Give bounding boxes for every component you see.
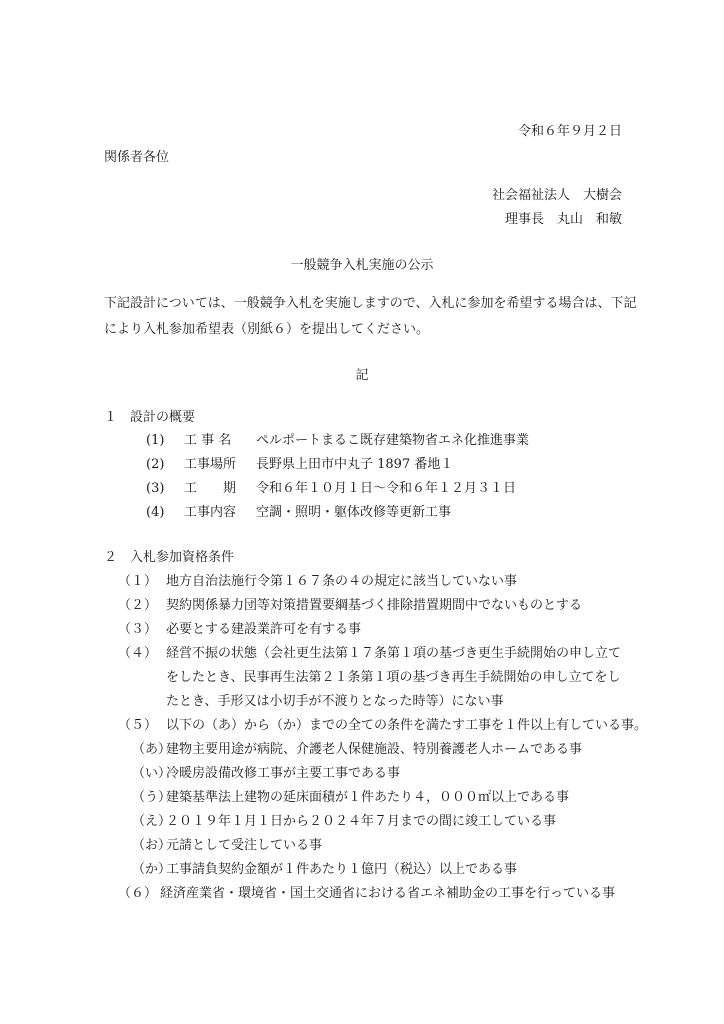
section2-item (118, 620, 361, 640)
section1-item (146, 455, 453, 475)
intro-line-2: により入札参加希望表（別紙６）を提出してください。 (104, 322, 430, 337)
subitem-text: 建築基準法上建物の延床面積が１件あたり４，０００㎡以上である事 (166, 790, 570, 805)
section1-item (146, 431, 529, 451)
date: 令和６年９月２日 (517, 124, 622, 139)
recipient: 関係者各位 (104, 150, 170, 165)
item-value: 空調・照明・躯体改修等更新工事 (256, 505, 452, 520)
item-label: 工 事 名 (184, 433, 232, 448)
sender-organization: 社会福祉法人 大樹会 (491, 188, 622, 203)
subitem (132, 836, 322, 856)
subitem-number: （え） (132, 814, 172, 829)
section1-item (146, 479, 516, 499)
item-text: 経済産業省・環境省・国土交通省における省エネ補助金の工事を行っている事 (160, 886, 616, 901)
subitem-text: 工事請負契約金額が１件あたり１億円（税込）以上である事 (166, 862, 518, 877)
item-value: 長野県上田市中丸子 1897 番地１ (256, 457, 454, 472)
subitem-number: （い） (132, 766, 172, 781)
section1-item (146, 503, 451, 523)
section1-heading: １ 設計の概要 (104, 410, 196, 425)
item-label: 工事内容 (184, 505, 237, 520)
subitem-number: （か） (132, 862, 172, 877)
item-number: (2) (146, 457, 165, 472)
subitem (132, 764, 400, 784)
item-number: （２） (118, 598, 158, 613)
subitem-number: （あ） (132, 742, 172, 757)
item-text: たとき、手形又は小切手が不渡りとなった時等）にない事 (166, 694, 504, 709)
item-number: (4) (146, 505, 165, 520)
subitem-number: （う） (132, 790, 172, 805)
section2-item-continued (118, 692, 503, 712)
item-value: ペルポートまるこ既存建築物省エネ化推進事業 (256, 433, 530, 448)
ki-heading: 記 (355, 368, 369, 383)
subitem (132, 788, 569, 808)
subitem-text: 建物主要用途が病院、介護老人保健施設、特別養護老人ホームである事 (166, 742, 583, 757)
subitem-text: 元請として受注している事 (166, 838, 323, 853)
intro-line-1: 下記設計については、一般競争入札を実施しますので、入札に参加を希望する場合は、下記 (104, 296, 637, 311)
item-number: （４） (118, 646, 158, 661)
item-number: （３） (118, 622, 158, 637)
item-number: （６） (118, 886, 158, 901)
item-number: (1) (146, 433, 165, 448)
section2-item (118, 596, 582, 616)
subitem (132, 860, 517, 880)
section2-item (118, 884, 615, 904)
item-text: 経営不振の状態（会社更生法第１７条第１項の基づき更生手続開始の申し立て (166, 646, 622, 661)
item-text: をしたとき、民事再生法第２１条第１項の基づき再生手続開始の申し立てをし (166, 670, 621, 685)
item-text: 必要とする建設業許可を有する事 (166, 622, 362, 637)
item-number: (3) (146, 481, 165, 496)
sender-person: 理事長 丸山 和敏 (504, 212, 622, 227)
subitem (132, 812, 556, 832)
item-text: 以下の（あ）から（か）までの全ての条件を満たす工事を１件以上有している事。 (166, 718, 648, 733)
section2-item (118, 716, 647, 736)
item-label: 工 期 (184, 481, 237, 496)
item-number: （５） (118, 718, 158, 733)
section2-item (118, 572, 517, 592)
subitem-text: 冷暖房設備改修工事が主要工事である事 (166, 766, 401, 781)
document-title: 一般競争入札実施の公示 (290, 258, 434, 273)
subitem (132, 740, 582, 760)
item-text: 契約関係暴力団等対策措置要綱基づく排除措置期間中でないものとする (166, 598, 583, 613)
item-label: 工事場所 (184, 457, 237, 472)
item-text: 地方自治法施行令第１６７条の４の規定に該当していない事 (166, 574, 518, 589)
subitem-text: ２０１９年１月１日から２０２４年７月までの間に竣工している事 (166, 814, 557, 829)
section2-heading: ２ 入札参加資格条件 (104, 550, 235, 565)
section2-item (118, 644, 621, 664)
item-value: 令和６年１０月１日〜令和６年１２月３１日 (256, 481, 517, 496)
subitem-number: （お） (132, 838, 172, 853)
item-number: （１） (118, 574, 158, 589)
section2-item-continued (118, 668, 620, 688)
